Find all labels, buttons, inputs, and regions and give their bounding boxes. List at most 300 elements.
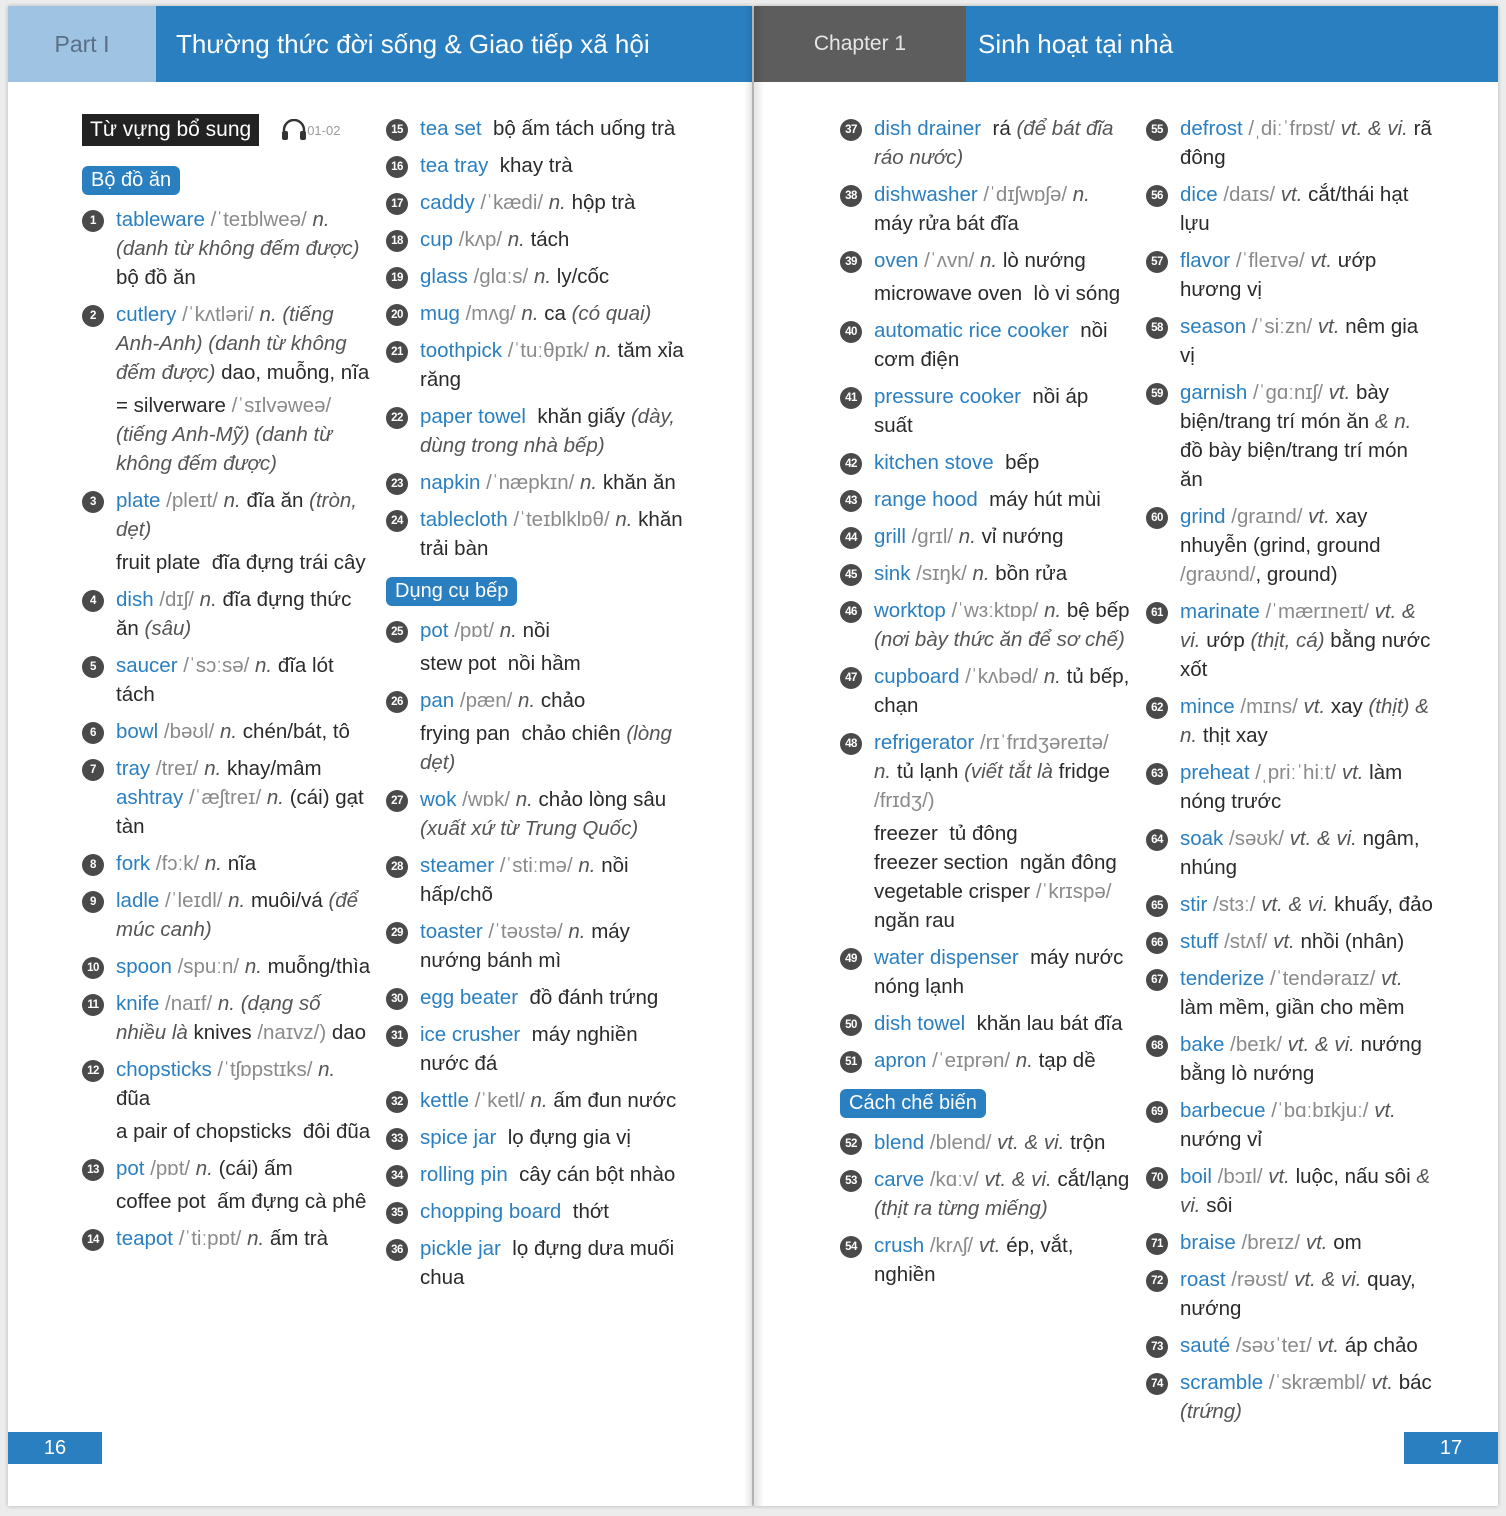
vocab-entry xyxy=(1146,927,1436,956)
sub-word: a pair of chopsticks xyxy=(116,1120,292,1143)
part-of-speech: n. xyxy=(219,720,238,743)
meaning: dao xyxy=(331,1021,367,1044)
vocab-entry xyxy=(1146,1368,1436,1426)
phonetic: /ˈteɪblweə/ xyxy=(210,208,307,231)
section-heading-kitchen-tools: Dụng cụ bếp xyxy=(386,577,517,606)
vocab-word: rolling pin xyxy=(420,1163,508,1186)
phonetic: /grɪl/ xyxy=(911,525,954,548)
meaning: (cái) ấm xyxy=(218,1157,293,1180)
vocab-word: tray xyxy=(116,757,151,780)
meaning: khăn ăn xyxy=(602,471,676,494)
entry-number: 46 xyxy=(840,601,862,623)
meaning: máy rửa bát đĩa xyxy=(874,212,1019,235)
vocab-entry xyxy=(82,717,372,746)
entry-number: 29 xyxy=(386,922,408,944)
vocab-word: roast xyxy=(1180,1268,1226,1291)
sub-entry xyxy=(116,548,372,577)
entry-number: 33 xyxy=(386,1128,408,1150)
meaning: nhồi (nhân) xyxy=(1300,930,1405,953)
vocab-word: crush xyxy=(874,1234,925,1257)
vocab-entry xyxy=(840,559,1130,588)
vocab-entry xyxy=(840,1231,1130,1289)
vocab-entry xyxy=(840,1046,1130,1075)
vocab-entry xyxy=(1146,246,1436,304)
entry-number: 59 xyxy=(1146,383,1168,405)
phonetic: /ˈkʌbəd/ xyxy=(965,665,1039,688)
vocab-word: stuff xyxy=(1180,930,1219,953)
meaning: tăm xỉa răng xyxy=(420,339,684,391)
vocab-entry xyxy=(1146,758,1436,816)
vocab-word: sauté xyxy=(1180,1334,1231,1357)
meaning: máy nghiền nước đá xyxy=(420,1023,638,1075)
usage-note: (thịt) xyxy=(1368,695,1410,718)
vocab-entry xyxy=(82,754,372,841)
part-of-speech: vt. & vi. xyxy=(984,1168,1052,1191)
vocab-entry xyxy=(82,651,372,709)
meaning: bộ ấm tách uống trà xyxy=(492,117,676,140)
vocab-word: season xyxy=(1180,315,1247,338)
sub-word: freezer section xyxy=(874,851,1009,874)
vocab-word: knife xyxy=(116,992,160,1015)
entry-number: 31 xyxy=(386,1025,408,1047)
vocab-word: apron xyxy=(874,1049,927,1072)
phonetic: /ˌdiːˈfrɒst/ xyxy=(1248,117,1335,140)
usage-note: (có quai) xyxy=(571,302,652,325)
vocab-entry xyxy=(1146,824,1436,882)
vocab-word: oven xyxy=(874,249,919,272)
meaning: lọ đựng dưa muối chua xyxy=(420,1237,675,1289)
meaning: làm mềm, giần cho mềm xyxy=(1180,996,1405,1019)
meaning: muôi/vá xyxy=(250,889,323,912)
vocab-word: toaster xyxy=(420,920,483,943)
entry-number: 34 xyxy=(386,1165,408,1187)
vocab-word: wok xyxy=(420,788,457,811)
entry-number: 17 xyxy=(386,193,408,215)
part-of-speech: vt. xyxy=(1308,505,1330,528)
vocab-entry xyxy=(82,205,372,292)
page-number-left: 16 xyxy=(8,1432,102,1464)
usage-note: (nơi bày thức ăn để sơ chế) xyxy=(874,628,1125,651)
audio-track[interactable] xyxy=(281,119,340,141)
vocab-entry xyxy=(840,943,1130,1001)
meaning: muỗng/thìa xyxy=(267,955,371,978)
meaning: xay xyxy=(1330,695,1363,718)
meaning: ướp hương vị xyxy=(1180,249,1377,301)
synonym-word: = silverware xyxy=(116,394,226,417)
entry-number: 47 xyxy=(840,667,862,689)
meaning: quay, nướng xyxy=(1180,1268,1416,1320)
part-of-speech: n. xyxy=(255,654,273,677)
sub-entry xyxy=(874,279,1130,308)
part-of-speech: vt. xyxy=(1280,183,1303,206)
vocab-word: blend xyxy=(874,1131,925,1154)
part-of-speech: n. xyxy=(615,508,633,531)
vocab-entry xyxy=(840,522,1130,551)
entry-number: 12 xyxy=(82,1060,104,1082)
usage-note: (tiếng Anh-Mỹ) (danh từ không đếm được) xyxy=(116,423,333,475)
phonetic: /blend/ xyxy=(929,1131,992,1154)
meaning: om xyxy=(1333,1231,1362,1254)
sub-word: microwave oven xyxy=(874,282,1023,305)
meaning: nồi áp suất xyxy=(874,385,1089,437)
vocab-entry xyxy=(386,917,686,975)
meaning: ấm đun nước xyxy=(553,1089,677,1112)
meaning: chảo xyxy=(540,689,586,712)
vocab-entry xyxy=(82,952,372,981)
meaning: nướng bằng lò nướng xyxy=(1180,1033,1422,1085)
vocab-word: plate xyxy=(116,489,161,512)
vocab-word: saucer xyxy=(116,654,178,677)
meaning: tủ lạnh xyxy=(896,760,959,783)
vocab-entry xyxy=(386,616,686,678)
meaning: lọ đựng gia vị xyxy=(507,1126,631,1149)
entry-number: 68 xyxy=(1146,1035,1168,1057)
entry-number: 13 xyxy=(82,1159,104,1181)
meaning: ấm trà xyxy=(269,1227,328,1250)
entry-number: 16 xyxy=(386,156,408,178)
vocab-word: mince xyxy=(1180,695,1235,718)
vocab-entry xyxy=(840,382,1130,440)
entry-number: 48 xyxy=(840,733,862,755)
phonetic: /ˈsɪlvəweə/ xyxy=(231,394,332,417)
part-of-speech: vt. & vi. xyxy=(1289,827,1357,850)
phonetic: /stʌf/ xyxy=(1224,930,1268,953)
audio-code: 01-02 xyxy=(307,122,341,138)
phonetic: /ˈtiːpɒt/ xyxy=(178,1227,242,1250)
phonetic: /ˈleɪdl/ xyxy=(165,889,223,912)
vocab-word: chopsticks xyxy=(116,1058,212,1081)
entry-number: 53 xyxy=(840,1170,862,1192)
vocab-entry xyxy=(840,316,1130,374)
entry-number: 73 xyxy=(1146,1336,1168,1358)
vocab-entry xyxy=(386,785,686,843)
phonetic: /sɪŋk/ xyxy=(916,562,967,585)
meaning: đĩa lót tách xyxy=(116,654,334,706)
part-of-speech: n. xyxy=(507,228,525,251)
entry-number: 38 xyxy=(840,185,862,207)
meaning: nướng vỉ xyxy=(1180,1128,1262,1151)
phonetic: /graɪnd/ xyxy=(1231,505,1303,528)
right-column-2 xyxy=(1146,114,1436,1434)
phonetic: /ˈkrɪspə/ xyxy=(1035,880,1112,903)
entry-number: 44 xyxy=(840,527,862,549)
meaning: ngâm, nhúng xyxy=(1180,827,1420,879)
vocab-entry xyxy=(1146,964,1436,1022)
entry-number: 28 xyxy=(386,856,408,878)
entry-number: 51 xyxy=(840,1051,862,1073)
meaning: bệ bếp xyxy=(1066,599,1130,622)
meaning: ly/cốc xyxy=(556,265,610,288)
vocab-word: steamer xyxy=(420,854,495,877)
vocab-word: cutlery xyxy=(116,303,177,326)
meaning: đồ bày biện/trang trí món ăn xyxy=(1180,439,1408,491)
vocab-entry xyxy=(82,849,372,878)
sub-entry xyxy=(116,1187,372,1216)
phonetic: /spuːn/ xyxy=(177,955,240,978)
vocab-entry xyxy=(386,188,686,217)
vocab-word: tablecloth xyxy=(420,508,508,531)
meaning: bộ đồ ăn xyxy=(116,266,196,289)
meaning: dao, muỗng, nĩa xyxy=(221,361,370,384)
meaning: khay trà xyxy=(499,154,573,177)
right-page xyxy=(754,6,1498,1506)
meaning: bằng nước xốt xyxy=(1180,629,1431,681)
entry-number: 7 xyxy=(82,759,104,781)
usage-note: (danh từ không đếm được) xyxy=(116,237,360,260)
vocab-entry xyxy=(386,225,686,254)
usage-note: (tiếng Anh-Anh) (danh từ không đếm được) xyxy=(116,303,347,384)
vocab-entry xyxy=(1146,502,1436,589)
phonetic: /ˈteɪblklɒθ/ xyxy=(513,508,610,531)
entry-number: 72 xyxy=(1146,1270,1168,1292)
vocab-word: mug xyxy=(420,302,460,325)
part-of-speech: vt. & vi. xyxy=(1261,893,1329,916)
part-of-speech: n. xyxy=(312,208,330,231)
usage-note: (tròn, dẹt) xyxy=(116,489,357,541)
sub-word: vegetable crisper xyxy=(874,880,1031,903)
entry-number: 23 xyxy=(386,473,408,495)
meaning: cắt/lạng xyxy=(1057,1168,1130,1191)
part-of-speech: vt. xyxy=(1303,695,1326,718)
vocab-word: carve xyxy=(874,1168,925,1191)
sub-meaning: tủ đông xyxy=(949,822,1018,845)
entry-number: 50 xyxy=(840,1014,862,1036)
phonetic: /glɑːs/ xyxy=(473,265,529,288)
part-of-speech: n. xyxy=(530,1089,548,1112)
phonetic: /kʌp/ xyxy=(458,228,503,251)
vocab-entry xyxy=(1146,114,1436,172)
entry-number: 14 xyxy=(82,1229,104,1251)
vocab-word: soak xyxy=(1180,827,1224,850)
entry-number: 25 xyxy=(386,621,408,643)
part-of-speech: n. xyxy=(594,339,612,362)
sub-meaning: ấm đựng cà phê xyxy=(217,1190,367,1213)
vocab-entry xyxy=(386,336,686,394)
part-of-speech: n. xyxy=(874,760,892,783)
vocab-word: teapot xyxy=(116,1227,173,1250)
phonetic: /ˈstiːmə/ xyxy=(499,854,573,877)
meaning: đồ đánh trứng xyxy=(529,986,659,1009)
vocab-entry xyxy=(840,485,1130,514)
vocab-word: caddy xyxy=(420,191,475,214)
vocab-word: toothpick xyxy=(420,339,503,362)
vocab-entry xyxy=(82,1055,372,1146)
sub-entry xyxy=(420,719,686,777)
entry-number: 24 xyxy=(386,510,408,532)
phonetic: /beɪk/ xyxy=(1230,1033,1282,1056)
entry-number: 37 xyxy=(840,119,862,141)
meaning: thớt xyxy=(572,1200,609,1223)
vocab-entry xyxy=(386,1160,686,1189)
entry-number: 22 xyxy=(386,407,408,429)
phonetic: /graʊnd/ xyxy=(1180,563,1256,586)
part-of-speech: n. xyxy=(980,249,998,272)
part-of-speech: & n. xyxy=(1374,410,1412,433)
vocab-entry xyxy=(840,1128,1130,1157)
part-of-speech: n. xyxy=(217,992,236,1015)
meaning: rã đông xyxy=(1180,117,1432,169)
vocab-word: tableware xyxy=(116,208,205,231)
vocab-entry xyxy=(840,448,1130,477)
vocab-entry xyxy=(82,886,372,944)
meaning: luộc, nấu sôi xyxy=(1295,1165,1411,1188)
meaning: nồi cơm điện xyxy=(874,319,1108,371)
part-of-speech: n. xyxy=(204,757,222,780)
meaning: khăn giấy xyxy=(537,405,626,428)
phonetic: /ˈtendəraɪz/ xyxy=(1270,967,1376,990)
meaning: sôi xyxy=(1206,1194,1233,1217)
meaning: bồn rửa xyxy=(995,562,1068,585)
part-of-speech: vt. xyxy=(1341,761,1364,784)
phonetic: /dɪʃ/ xyxy=(159,588,194,611)
meaning: máy nước nóng lạnh xyxy=(874,946,1124,998)
vocab-entry xyxy=(1146,312,1436,370)
phonetic: /bɔɪl/ xyxy=(1217,1165,1263,1188)
vocab-entry xyxy=(1146,692,1436,750)
vocab-word: pressure cooker xyxy=(874,385,1021,408)
phonetic: /ˈfleɪvə/ xyxy=(1235,249,1305,272)
supplement-heading: Từ vựng bổ sung xyxy=(82,114,259,146)
synonym-line xyxy=(116,391,372,478)
phonetic: /ˈʌvn/ xyxy=(924,249,975,272)
part-of-speech: n. xyxy=(580,471,598,494)
entry-number: 15 xyxy=(386,119,408,141)
headphones-icon xyxy=(281,119,307,141)
part-of-speech: n. xyxy=(499,619,517,642)
vocab-word: flavor xyxy=(1180,249,1231,272)
usage-note: (để múc canh) xyxy=(116,889,359,941)
part-of-speech: vt. xyxy=(1273,930,1295,953)
vocab-word: braise xyxy=(1180,1231,1236,1254)
phonetic: /ˈmærɪneɪt/ xyxy=(1265,600,1369,623)
entry-number: 5 xyxy=(82,656,104,678)
part-of-speech: vt. xyxy=(978,1234,1001,1257)
left-page xyxy=(8,6,752,1506)
vocab-entry xyxy=(82,1154,372,1216)
meaning: bếp xyxy=(1005,451,1040,474)
part-of-speech: n. xyxy=(1015,1049,1033,1072)
sub-meaning: đôi đũa xyxy=(302,1120,371,1143)
part-of-speech: vt. xyxy=(1317,1334,1340,1357)
left-column-1 xyxy=(82,114,372,1261)
meaning: ướp xyxy=(1206,629,1245,652)
vocab-word: chopping board xyxy=(420,1200,562,1223)
entry-number: 60 xyxy=(1146,507,1168,529)
vocab-entry xyxy=(840,114,1130,172)
part-of-speech: n. xyxy=(515,788,533,811)
part-of-speech: n. xyxy=(195,1157,213,1180)
vocab-entry xyxy=(840,246,1130,308)
sub-meaning: đĩa đựng trái cây xyxy=(211,551,366,574)
phonetic: /ˈtuːθpɪk/ xyxy=(507,339,590,362)
phonetic: /wɒk/ xyxy=(462,788,511,811)
phonetic: /daɪs/ xyxy=(1223,183,1276,206)
meaning: lò nướng xyxy=(1002,249,1086,272)
meaning: cắt/thái hạt lựu xyxy=(1180,183,1409,235)
phonetic: /ˈwɜːktɒp/ xyxy=(951,599,1039,622)
vocab-entry xyxy=(1146,597,1436,684)
entry-number: 71 xyxy=(1146,1233,1168,1255)
entry-number: 1 xyxy=(82,210,104,232)
sub-entry xyxy=(420,649,686,678)
phonetic: /pleɪt/ xyxy=(166,489,218,512)
section-heading-tableware: Bộ đồ ăn xyxy=(82,166,180,195)
usage-note: (lòng dẹt) xyxy=(420,722,672,774)
meaning: tạp dề xyxy=(1038,1049,1096,1072)
meaning: đũa xyxy=(116,1087,151,1110)
part-of-speech: n. xyxy=(578,854,596,877)
entry-number: 36 xyxy=(386,1239,408,1261)
right-column-1 xyxy=(840,114,1130,1297)
vocab-entry xyxy=(1146,1096,1436,1154)
entry-number: 49 xyxy=(840,948,862,970)
meaning: , ground) xyxy=(1255,563,1338,586)
vocab-entry xyxy=(1146,378,1436,494)
vocab-entry xyxy=(386,299,686,328)
vocab-word: pot xyxy=(420,619,449,642)
part-of-speech: vt. xyxy=(1381,967,1403,990)
usage-note: (dạng số nhiều là xyxy=(116,992,321,1044)
vocab-word: ashtray xyxy=(116,786,184,809)
phonetic: /breɪz/ xyxy=(1241,1231,1301,1254)
part-of-speech: n. xyxy=(204,852,222,875)
vocab-entry xyxy=(386,1086,686,1115)
sub-meaning: ngăn đông xyxy=(1019,851,1117,874)
phonetic: /ˈdɪʃwɒʃə/ xyxy=(983,183,1068,206)
vocab-entry xyxy=(386,505,686,563)
usage-note: (thịt ra từng miếng) xyxy=(874,1197,1048,1220)
part-of-speech: vt. xyxy=(1328,381,1351,404)
part-of-speech: n. xyxy=(318,1058,336,1081)
vocab-word: egg beater xyxy=(420,986,519,1009)
meaning: làm nóng trước xyxy=(1180,761,1403,813)
part-of-speech: vt. & vi. xyxy=(1180,600,1416,652)
part-of-speech: n. xyxy=(1072,183,1090,206)
phonetic: /ˈtəʊstə/ xyxy=(488,920,563,943)
sub-word: stew pot xyxy=(420,652,497,675)
vocab-entry xyxy=(840,728,1130,935)
meaning: nồi hấp/chõ xyxy=(420,854,629,906)
vocab-entry xyxy=(386,983,686,1012)
sub-meaning: lò vi sóng xyxy=(1033,282,1121,305)
sub-meaning: nồi hầm xyxy=(507,652,581,675)
vocab-word: defrost xyxy=(1180,117,1243,140)
sub-meaning: ngăn rau xyxy=(874,909,955,932)
usage-note: (sâu) xyxy=(144,617,192,640)
entry-number: 45 xyxy=(840,564,862,586)
part-of-speech: n. xyxy=(1044,599,1062,622)
entry-number: 63 xyxy=(1146,763,1168,785)
vocab-entry xyxy=(1146,1030,1436,1088)
vocab-word: fork xyxy=(116,852,151,875)
part-of-speech: n. xyxy=(568,920,586,943)
vocab-entry xyxy=(1146,1331,1436,1360)
phonetic: /ˈgɑːnɪʃ/ xyxy=(1252,381,1323,404)
vocab-entry xyxy=(386,1197,686,1226)
sub-word: coffee pot xyxy=(116,1190,206,1213)
phonetic: /naɪvz/) xyxy=(257,1021,327,1044)
part-of-speech: vt. xyxy=(1310,249,1333,272)
phonetic: /stɜː/ xyxy=(1213,893,1256,916)
phonetic: /krʌʃ/ xyxy=(929,1234,974,1257)
vocab-word: bake xyxy=(1180,1033,1225,1056)
meaning: ca xyxy=(544,302,566,325)
meaning: đĩa đựng thức ăn xyxy=(116,588,352,640)
meaning: vỉ nướng xyxy=(981,525,1064,548)
vocab-entry xyxy=(82,486,372,577)
vocab-entry xyxy=(386,1123,686,1152)
part-of-speech: vt. xyxy=(1305,1231,1328,1254)
